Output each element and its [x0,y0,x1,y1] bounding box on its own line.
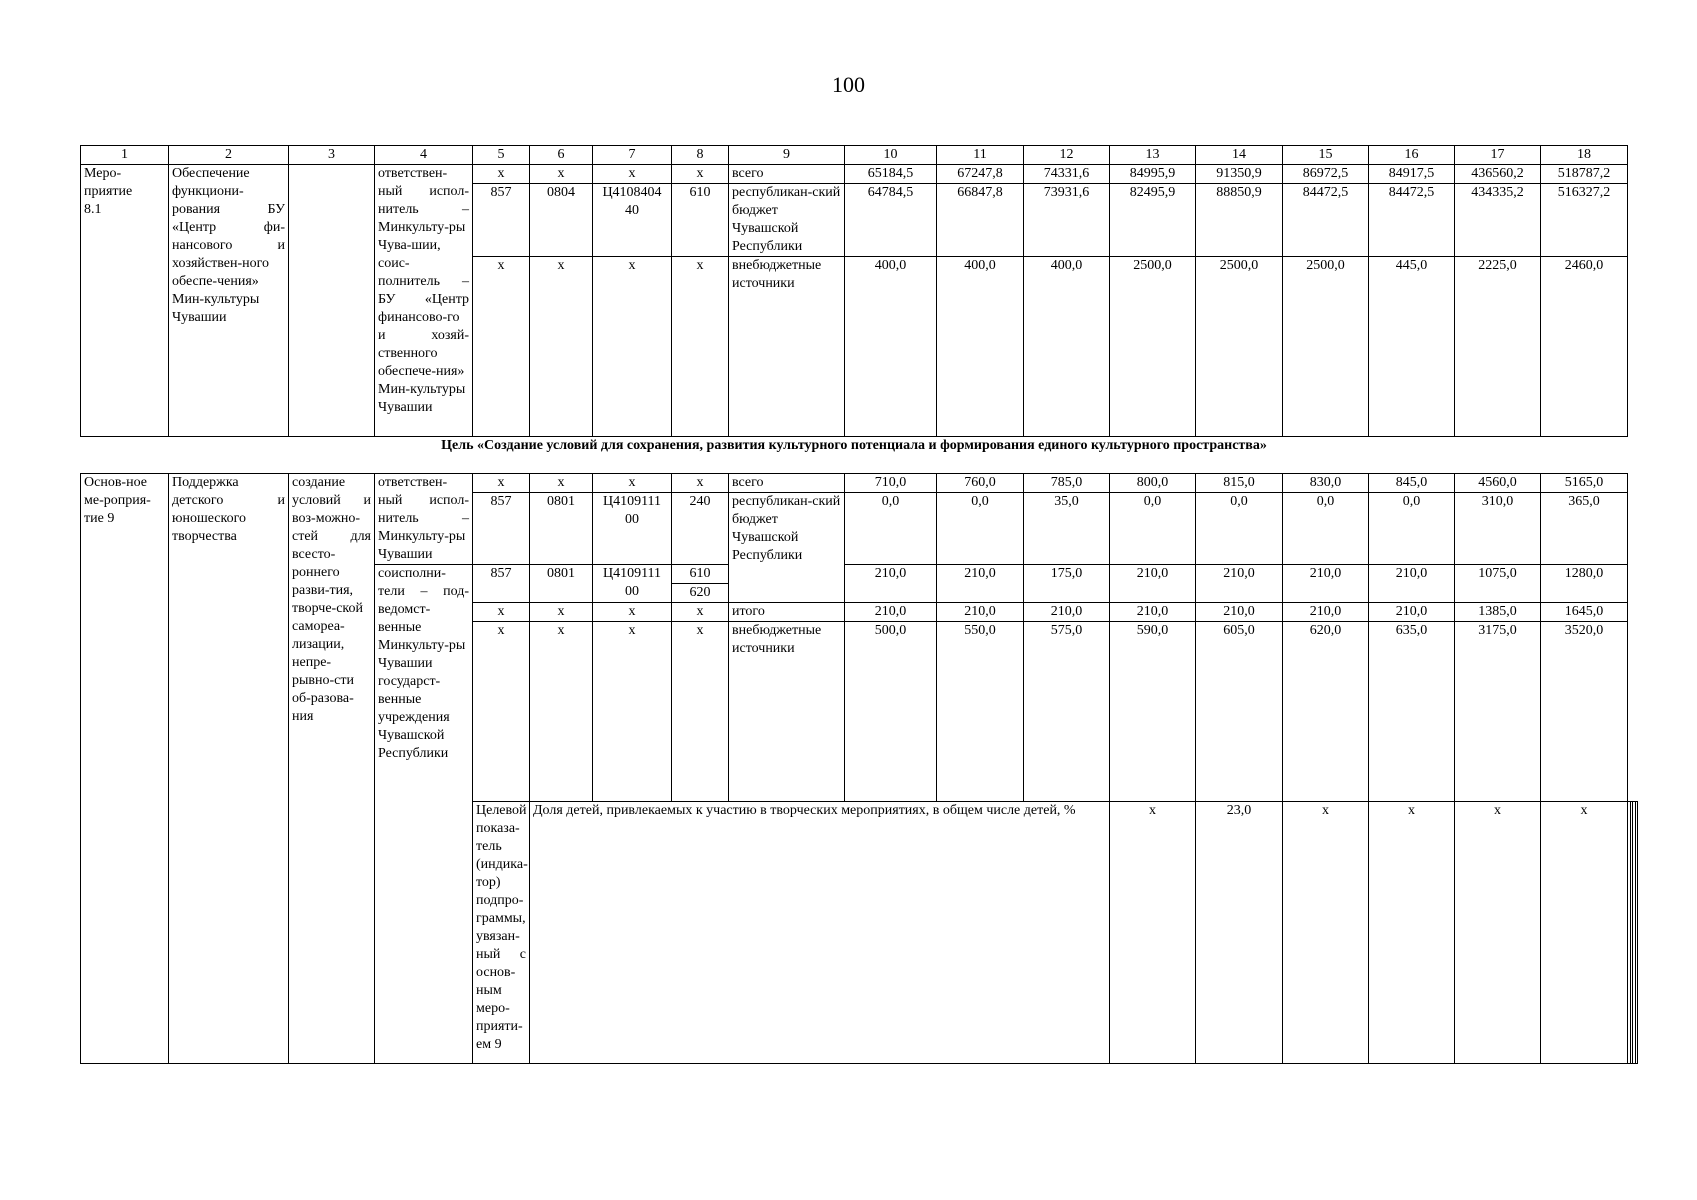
grbs-code: x [473,603,530,622]
value-cell: 2460,0 [1541,257,1628,437]
value-cell: 365,0 [1541,493,1628,565]
value-cell [1635,802,1638,1064]
target-article: x [593,257,672,437]
value-cell: x [1455,802,1541,1064]
value-cell: 82495,9 [1110,184,1196,257]
value-cell: 86972,5 [1283,165,1369,184]
event-executor: ответствен-ный испол-нитель – Минкульту-ры Чувашии [375,474,473,565]
column-number: 13 [1110,146,1196,165]
column-number: 16 [1369,146,1455,165]
column-number: 8 [672,146,729,165]
goal-heading: Цель «Создание условий для сохранения, развития культурного потенциала и формирования единого культурного пространства» [81,437,1628,474]
value-cell: 210,0 [845,603,937,622]
target-article: x [593,474,672,493]
budget-table [80,145,1638,1064]
section-code: x [530,165,593,184]
value-cell: 0,0 [1110,493,1196,565]
value-cell: 175,0 [1024,565,1110,603]
value-cell: 210,0 [937,565,1024,603]
value-cell: 2500,0 [1283,257,1369,437]
expense-type: x [672,165,729,184]
value-cell: 210,0 [845,565,937,603]
value-cell: 1645,0 [1541,603,1628,622]
event-label: Основ-ное ме-роприя-тие 9 [81,474,169,1064]
column-number-row [81,146,1638,165]
value-cell: 23,0 [1196,802,1283,1064]
target-article: x [593,165,672,184]
value-cell: 800,0 [1110,474,1196,493]
value-cell: 0,0 [845,493,937,565]
value-cell: 210,0 [1283,603,1369,622]
expense-type: x [672,474,729,493]
value-cell: 4560,0 [1455,474,1541,493]
column-number: 14 [1196,146,1283,165]
section-code: 0801 [530,493,593,565]
section-code: x [530,257,593,437]
value-cell: 434335,2 [1455,184,1541,257]
funding-source: внебюджетные источники [729,257,845,437]
value-cell: 0,0 [1196,493,1283,565]
indicator-text: Доля детей, привлекаемых к участию в творческих мероприятиях, в общем числе детей, % [530,802,1110,1064]
value-cell: 84917,5 [1369,165,1455,184]
value-cell: 590,0 [1110,622,1196,802]
value-cell: 88850,9 [1196,184,1283,257]
value-cell: 1280,0 [1541,565,1628,603]
column-number: 2 [169,146,289,165]
value-cell: x [1110,802,1196,1064]
value-cell: 605,0 [1196,622,1283,802]
expense-type: 240 [672,493,729,565]
grbs-code: x [473,474,530,493]
column-number: 17 [1455,146,1541,165]
page-number: 100 [832,72,865,97]
value-cell: 760,0 [937,474,1024,493]
column-number: 12 [1024,146,1110,165]
value-cell: 3175,0 [1455,622,1541,802]
grbs-code: x [473,165,530,184]
funding-source: всего [729,165,845,184]
column-number: 4 [375,146,473,165]
value-cell: 2500,0 [1196,257,1283,437]
column-number: 7 [593,146,672,165]
value-cell: 210,0 [1369,565,1455,603]
value-cell: 620,0 [1283,622,1369,802]
grbs-code: x [473,622,530,802]
value-cell: 2500,0 [1110,257,1196,437]
value-cell: 35,0 [1024,493,1110,565]
value-cell: 0,0 [1283,493,1369,565]
value-cell: 210,0 [1110,603,1196,622]
column-number: 3 [289,146,375,165]
value-cell: 66847,8 [937,184,1024,257]
column-number: 11 [937,146,1024,165]
event-purpose: создание условий и воз-можно-стей для всесто-роннего разви-тия, творче-ской самореа-лизации, непре-рывно-сти об-разова-ния [289,474,375,1064]
column-number: 6 [530,146,593,165]
value-cell: 0,0 [937,493,1024,565]
table-row [81,474,1638,493]
expense-type: x [672,622,729,802]
column-number: 15 [1283,146,1369,165]
value-cell: 830,0 [1283,474,1369,493]
value-cell: 210,0 [1196,565,1283,603]
value-cell: 84472,5 [1283,184,1369,257]
grbs-code: x [473,257,530,437]
event-name: Обеспечение функциони-рования БУ «Центр фи-нансового и хозяйствен-ного обеспе-чения» Мин-культуры Чувашии [169,165,289,437]
expense-type-610: 610 [672,565,728,584]
column-number: 9 [729,146,845,165]
value-cell: 2225,0 [1455,257,1541,437]
value-cell: 575,0 [1024,622,1110,802]
value-cell: 210,0 [1283,565,1369,603]
value-cell: x [1369,802,1455,1064]
value-cell: 710,0 [845,474,937,493]
value-cell: 518787,2 [1541,165,1628,184]
value-cell: 815,0 [1196,474,1283,493]
expense-type [672,565,729,603]
value-cell: 73931,6 [1024,184,1110,257]
target-article: x [593,622,672,802]
expense-type: x [672,257,729,437]
event-purpose [289,165,375,437]
column-number: 18 [1541,146,1628,165]
value-cell: 845,0 [1369,474,1455,493]
value-cell: 400,0 [937,257,1024,437]
expense-type: x [672,603,729,622]
value-cell: x [1283,802,1369,1064]
grbs-code: 857 [473,493,530,565]
column-number: 5 [473,146,530,165]
value-cell: 1385,0 [1455,603,1541,622]
funding-source: итого [729,603,845,622]
funding-source: республикан-ский бюджет Чувашской Республики [729,184,845,257]
value-cell: 0,0 [1369,493,1455,565]
value-cell: 445,0 [1369,257,1455,437]
value-cell: 64784,5 [845,184,937,257]
target-article: x [593,603,672,622]
goal-row [81,437,1638,474]
event-coexecutor: соисполни-тели – под-ведомст-венные Минкульту-ры Чувашии государст-венные учреждения Чувашской Республики [375,565,473,1064]
target-article: Ц4109111 00 [593,565,672,603]
event-name: Поддержка детского и юношеского творчества [169,474,289,1064]
value-cell: 635,0 [1369,622,1455,802]
value-cell: 5165,0 [1541,474,1628,493]
value-cell: 3520,0 [1541,622,1628,802]
section-code: x [530,603,593,622]
value-cell: 516327,2 [1541,184,1628,257]
value-cell: 436560,2 [1455,165,1541,184]
section-code: 0804 [530,184,593,257]
value-cell: x [1541,802,1628,1064]
value-cell: 550,0 [937,622,1024,802]
value-cell: 210,0 [1024,603,1110,622]
value-cell: 500,0 [845,622,937,802]
section-code: x [530,622,593,802]
value-cell: 65184,5 [845,165,937,184]
target-article: Ц4108404 40 [593,184,672,257]
value-cell: 210,0 [1110,565,1196,603]
funding-source: внебюджетные источники [729,622,845,802]
section-code: 0801 [530,565,593,603]
value-cell: 91350,9 [1196,165,1283,184]
value-cell: 210,0 [937,603,1024,622]
section-code: x [530,474,593,493]
value-cell: 1075,0 [1455,565,1541,603]
value-cell: 785,0 [1024,474,1110,493]
value-cell: 400,0 [1024,257,1110,437]
expense-type-620: 620 [689,585,711,600]
value-cell: 84472,5 [1369,184,1455,257]
column-number: 10 [845,146,937,165]
grbs-code: 857 [473,184,530,257]
column-number: 1 [81,146,169,165]
funding-source: республикан-ский бюджет Чувашской Республики [729,493,845,603]
event-label: Меро- приятие 8.1 [81,165,169,437]
value-cell: 210,0 [1196,603,1283,622]
table-row [81,165,1638,184]
indicator-label: Целевой показа-тель (индика-тор) подпро-граммы, увязан-ный с основ-ным меро-прияти-ем 9 [473,802,530,1064]
value-cell: 400,0 [845,257,937,437]
value-cell: 67247,8 [937,165,1024,184]
value-cell: 84995,9 [1110,165,1196,184]
funding-source: всего [729,474,845,493]
value-cell: 210,0 [1369,603,1455,622]
target-article: Ц4109111 00 [593,493,672,565]
grbs-code: 857 [473,565,530,603]
expense-type: 610 [672,184,729,257]
value-cell: 74331,6 [1024,165,1110,184]
value-cell: 310,0 [1455,493,1541,565]
event-executor: ответствен-ный испол-нитель – Минкульту-ры Чува-шии, соис-полнитель – БУ «Центр финансово-го и хозяй-ственного обеспече-ния» Мин-культуры Чувашии [375,165,473,437]
